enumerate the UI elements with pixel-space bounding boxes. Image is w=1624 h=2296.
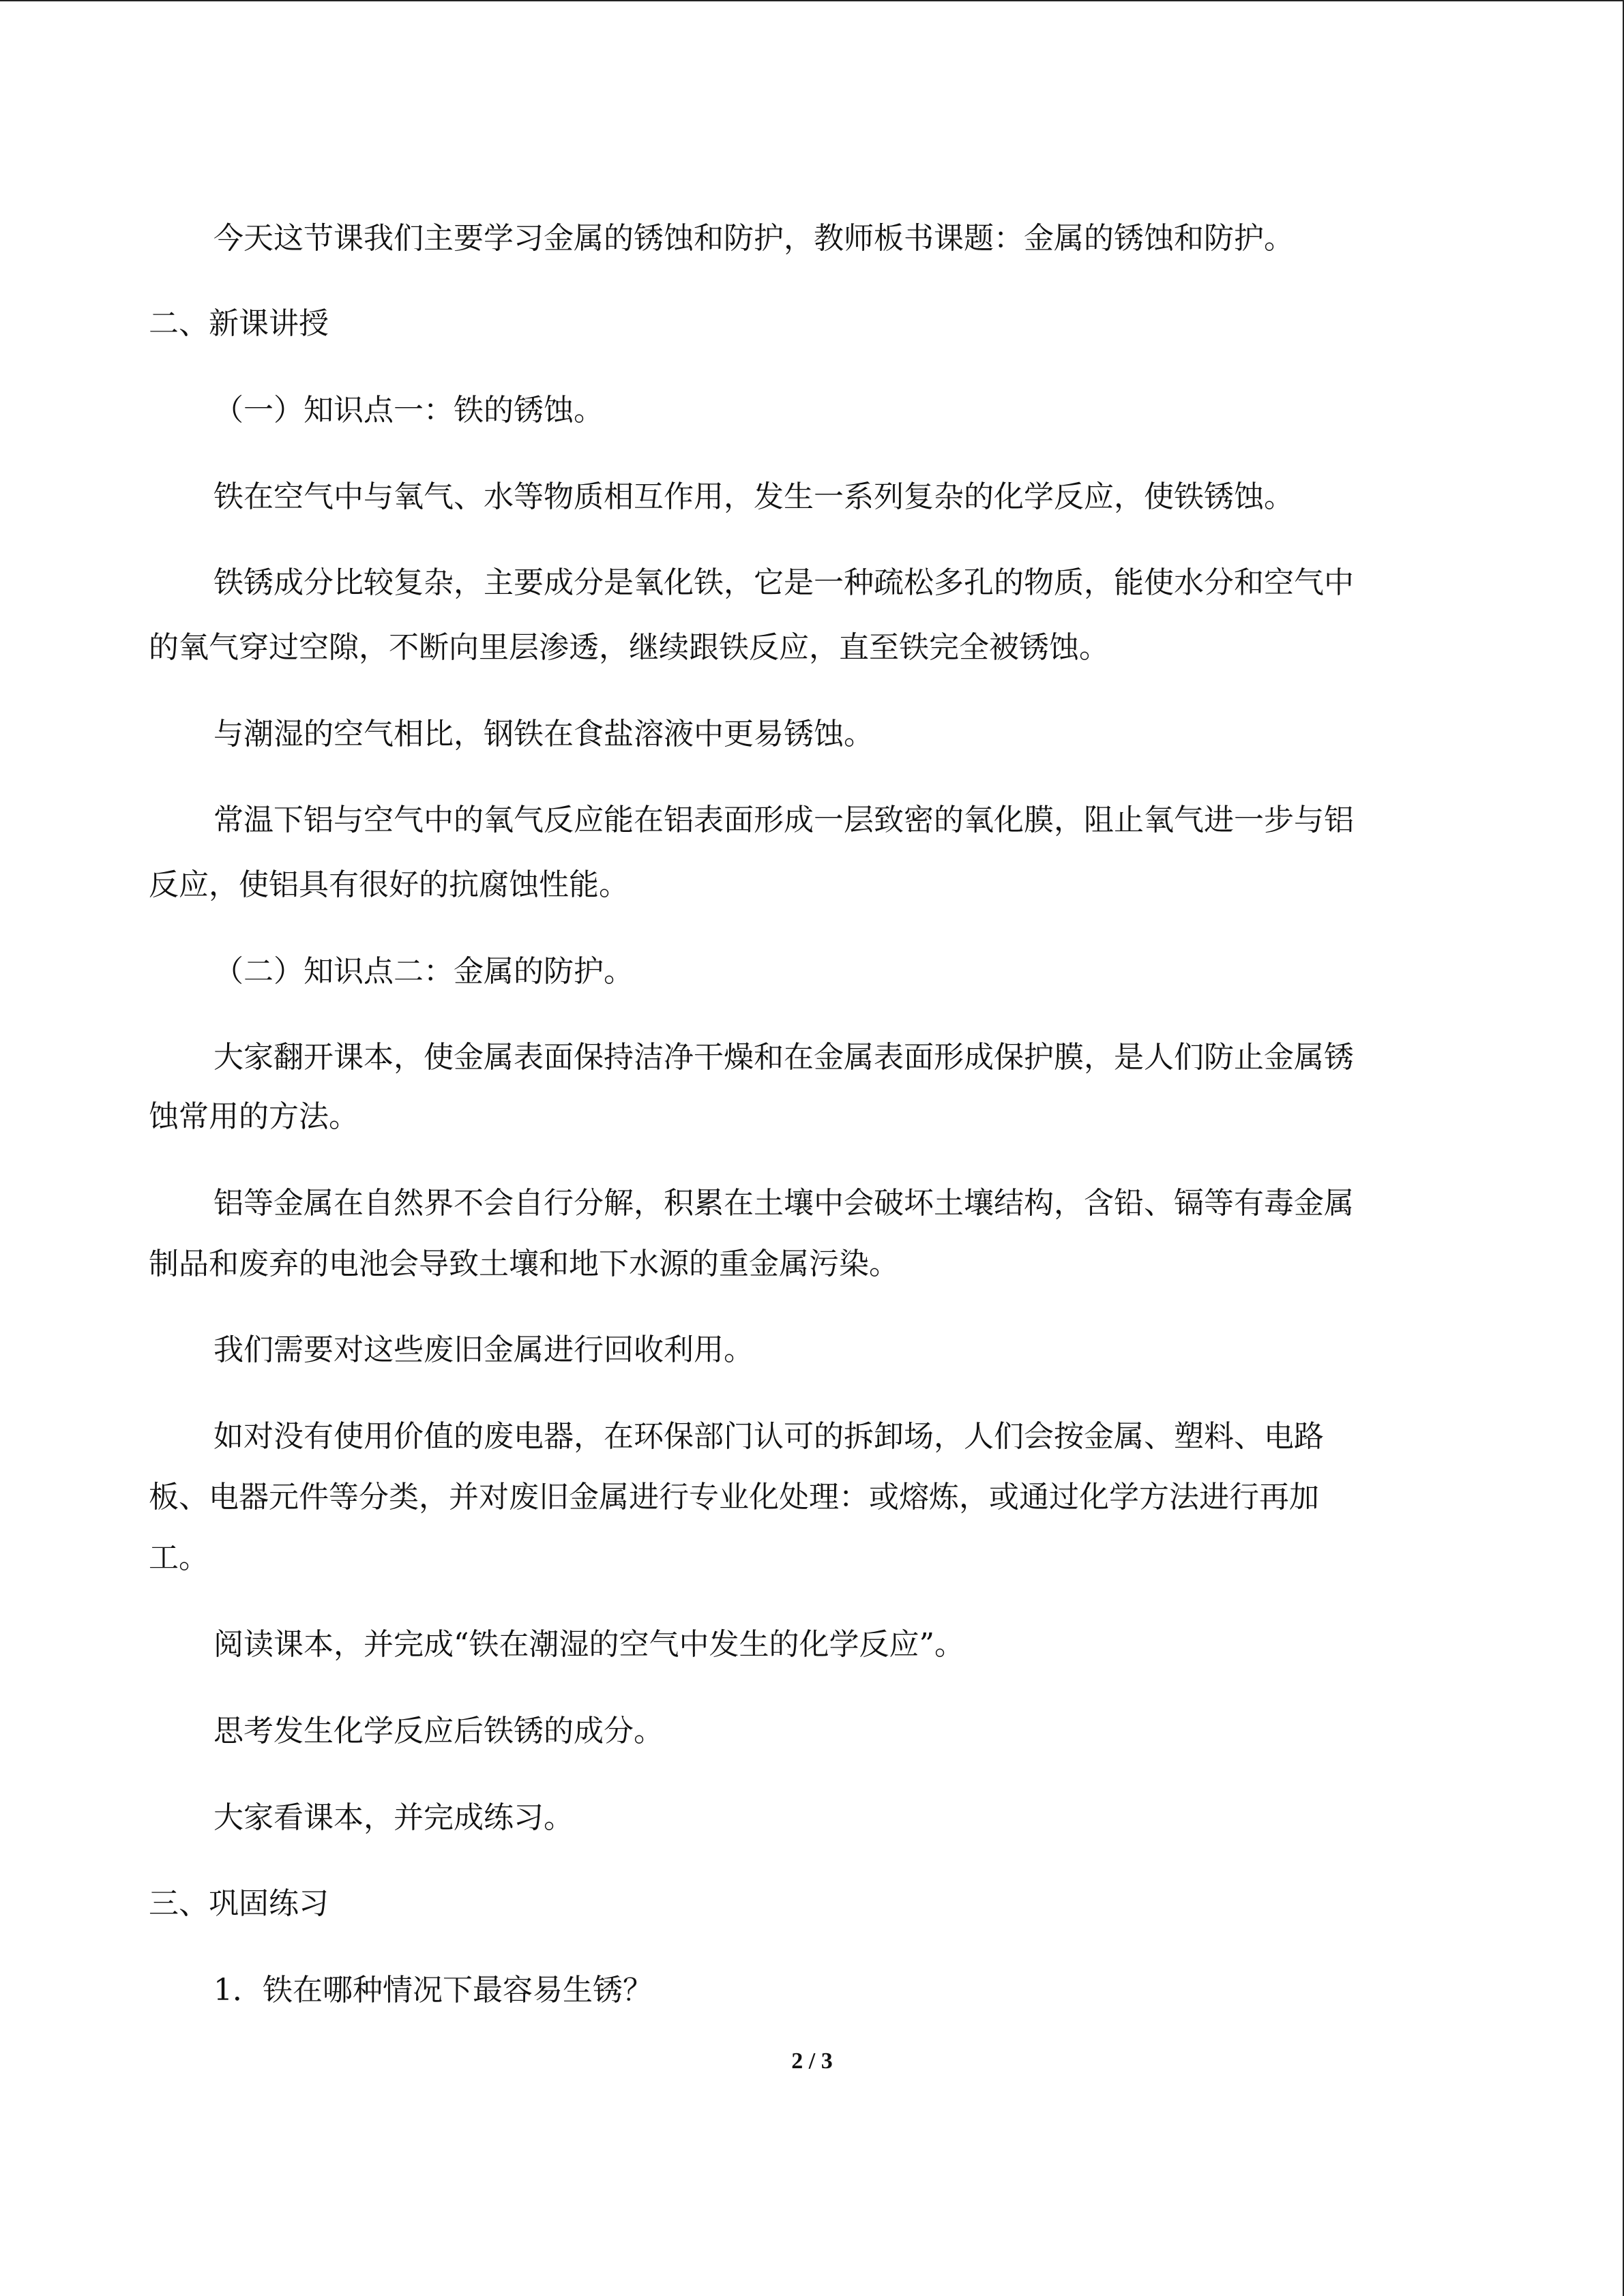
paragraph-exercise-task: 大家看课本，并完成练习。 <box>213 1800 574 1835</box>
paragraph-recycling: 我们需要对这些废旧金属进行回收利用。 <box>213 1332 754 1367</box>
subsection-heading-knowledge-1: （一）知识点一：铁的锈蚀。 <box>213 393 604 428</box>
paragraph-reading-task: 阅读课本，并完成“铁在潮湿的空气中发生的化学反应”。 <box>213 1627 964 1662</box>
paragraph-iron-corrosion: 铁在空气中与氧气、水等物质相互作用，发生一系列复杂的化学反应，使铁锈蚀。 <box>213 479 1294 514</box>
section-heading-new-lesson: 二、新课讲授 <box>149 306 329 341</box>
paragraph-intro: 今天这节课我们主要学习金属的锈蚀和防护，教师板书课题：金属的锈蚀和防护。 <box>213 221 1294 256</box>
paragraph-salt-solution: 与潮湿的空气相比，钢铁在食盐溶液中更易锈蚀。 <box>213 717 874 751</box>
paragraph-protection-line-2: 蚀常用的方法。 <box>149 1099 359 1134</box>
paragraph-thinking-task: 思考发生化学反应后铁锈的成分。 <box>213 1714 664 1748</box>
paragraph-aluminum-line-1: 常温下铝与空气中的氧气反应能在铝表面形成一层致密的氧化膜，阻止氧气进一步与铝 <box>213 803 1354 837</box>
paragraph-disposal-line-2: 板、电器元件等分类，并对废旧金属进行专业化处理：或熔炼，或通过化学方法进行再加 <box>149 1480 1319 1515</box>
paragraph-pollution-line-2: 制品和废弃的电池会导致土壤和地下水源的重金属污染。 <box>149 1247 899 1281</box>
subsection-heading-knowledge-2: （二）知识点二：金属的防护。 <box>213 954 634 989</box>
paragraph-rust-composition-line-1: 铁锈成分比较复杂，主要成分是氧化铁，它是一种疏松多孔的物质，能使水分和空气中 <box>213 565 1354 600</box>
page-number: 2 / 3 <box>791 2048 833 2074</box>
paragraph-disposal-line-3: 工。 <box>149 1540 209 1575</box>
paragraph-rust-composition-line-2: 的氧气穿过空隙，不断向里层渗透，继续跟铁反应，直至铁完全被锈蚀。 <box>149 630 1109 665</box>
section-heading-consolidation: 三、巩固练习 <box>149 1886 329 1921</box>
paragraph-disposal-line-1: 如对没有使用价值的废电器，在环保部门认可的拆卸场，人们会按金属、塑料、电路 <box>213 1419 1324 1454</box>
question-1: 1．铁在哪种情况下最容易生锈？ <box>213 1973 653 2008</box>
paragraph-protection-line-1: 大家翻开课本，使金属表面保持洁净干燥和在金属表面形成保护膜，是人们防止金属锈 <box>213 1040 1354 1075</box>
paragraph-aluminum-line-2: 反应，使铝具有很好的抗腐蚀性能。 <box>149 867 629 902</box>
paragraph-pollution-line-1: 铝等金属在自然界不会自行分解，积累在土壤中会破坏土壤结构，含铅、镉等有毒金属 <box>213 1186 1354 1221</box>
